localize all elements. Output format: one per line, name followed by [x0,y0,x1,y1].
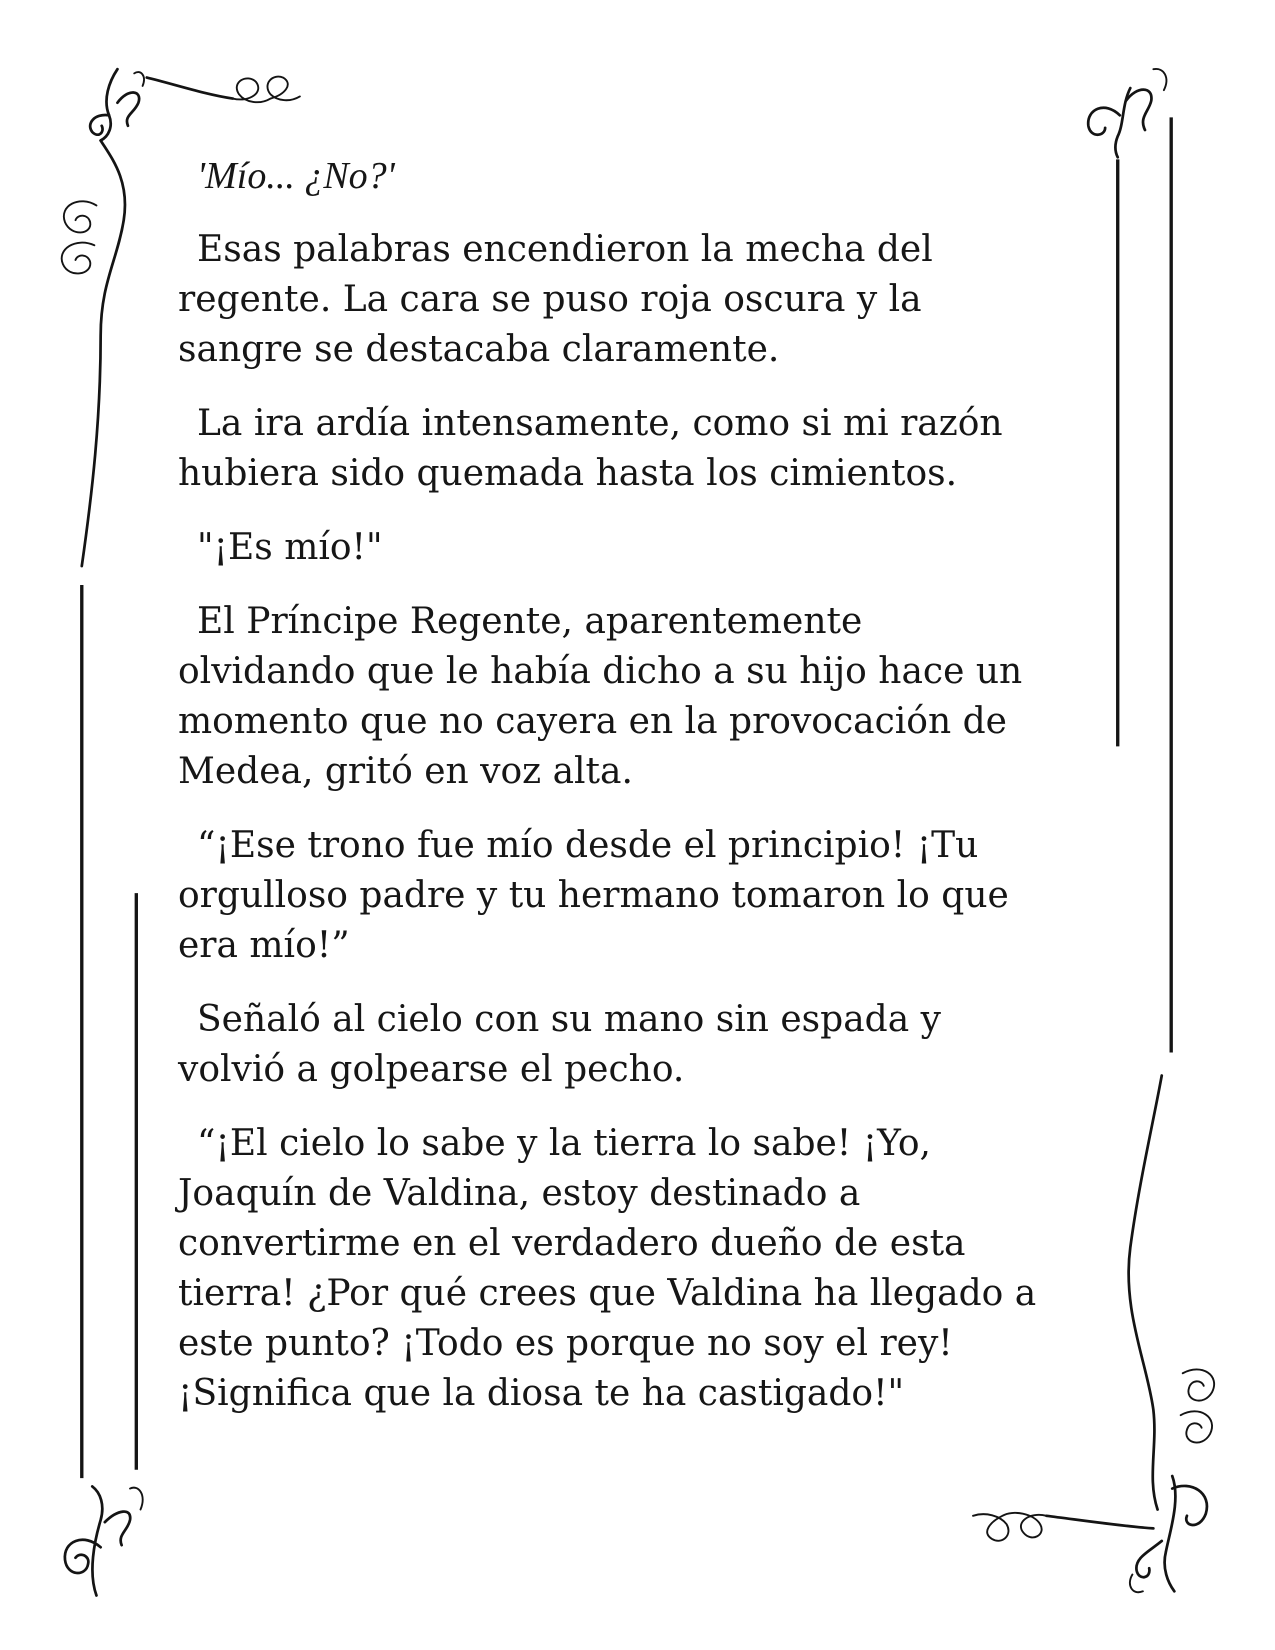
flourish-stem [1165,1476,1176,1591]
text-line: 'Mío... ¿No?' [197,155,395,197]
flourish-curl [1172,1486,1207,1525]
paragraph [178,995,1178,1095]
text-line: momento que no cayera en la provocación de [178,701,1007,742]
text-line: "¡Es mío!" [197,527,383,568]
text-line: era mío!” [178,925,350,966]
text-line: Esas palabras encendieron la mecha del [197,229,933,270]
text-line: hubiera sido quemada hasta los cimientos. [178,453,958,494]
paragraph [178,399,1178,499]
text-line: regente. La cara se puso roja oscura y la [178,279,922,320]
paragraph [178,821,1178,971]
flourish-loops [233,77,300,103]
flourish-loops [973,1513,1046,1541]
text-line: sangre se destacaba claramente. [178,329,780,370]
text-line: Joaquín de Valdina, estoy destinado a [178,1173,861,1214]
paragraph [178,597,1178,797]
paragraph [178,523,1178,573]
flourish-scroll-upper [1183,1369,1214,1400]
flourish-curl [65,1540,101,1573]
flourish-swoosh [147,78,233,99]
flourish-flick [130,1488,143,1510]
text-line: El Príncipe Regente, aparentemente [197,601,863,642]
text-line: Medea, gritó en voz alta. [178,751,633,792]
paragraph [178,1119,1178,1419]
flourish-scroll-lower [62,243,95,274]
flourish-hook [1136,1541,1161,1577]
flourish-curl [1088,108,1120,135]
text-line: orgulloso padre y tu hermano tomaron lo que [178,875,1009,916]
text-line: “¡Ese trono fue mío desde el principio! ¡Tu [197,825,979,866]
corner-flourish-bottom-left [65,1486,143,1595]
flourish-flick [134,72,144,86]
flourish-scroll-upper [64,201,97,232]
italic-heading [178,151,1178,201]
text-line: “¡El cielo lo sabe y la tierra lo sabe! ¡Yo, [197,1123,931,1164]
text-line: La ira ardía intensamente, como si mi razón [197,403,1003,444]
flourish-flick [1153,69,1166,90]
flourish-hook [1126,90,1151,130]
text-line: volvió a golpearse el pecho. [178,1049,685,1090]
flourish-long-curve [82,140,125,566]
flourish-swoosh [1046,1516,1153,1529]
text-line: tierra! ¿Por qué crees que Valdina ha llegado a [178,1273,1037,1314]
text-line: olvidando que le había dicho a su hijo hace un [178,651,1023,692]
text-line: este punto? ¡Todo es porque no soy el rey! [178,1323,953,1364]
flourish-curl [90,115,109,135]
flourish-hook [117,92,139,125]
paragraph [178,225,1178,375]
flourish-hook [105,1512,130,1546]
text-line: Señaló al cielo con su mano sin espada y [197,999,941,1040]
flourish-scroll-lower [1181,1411,1212,1442]
corner-flourish-top-right [1088,69,1166,157]
page-text [178,151,1178,1443]
text-line: ¡Significa que la diosa te ha castigado!" [178,1373,905,1414]
text-line: convertirme en el verdadero dueño de esta [178,1223,966,1264]
flourish-stem [92,1486,102,1595]
